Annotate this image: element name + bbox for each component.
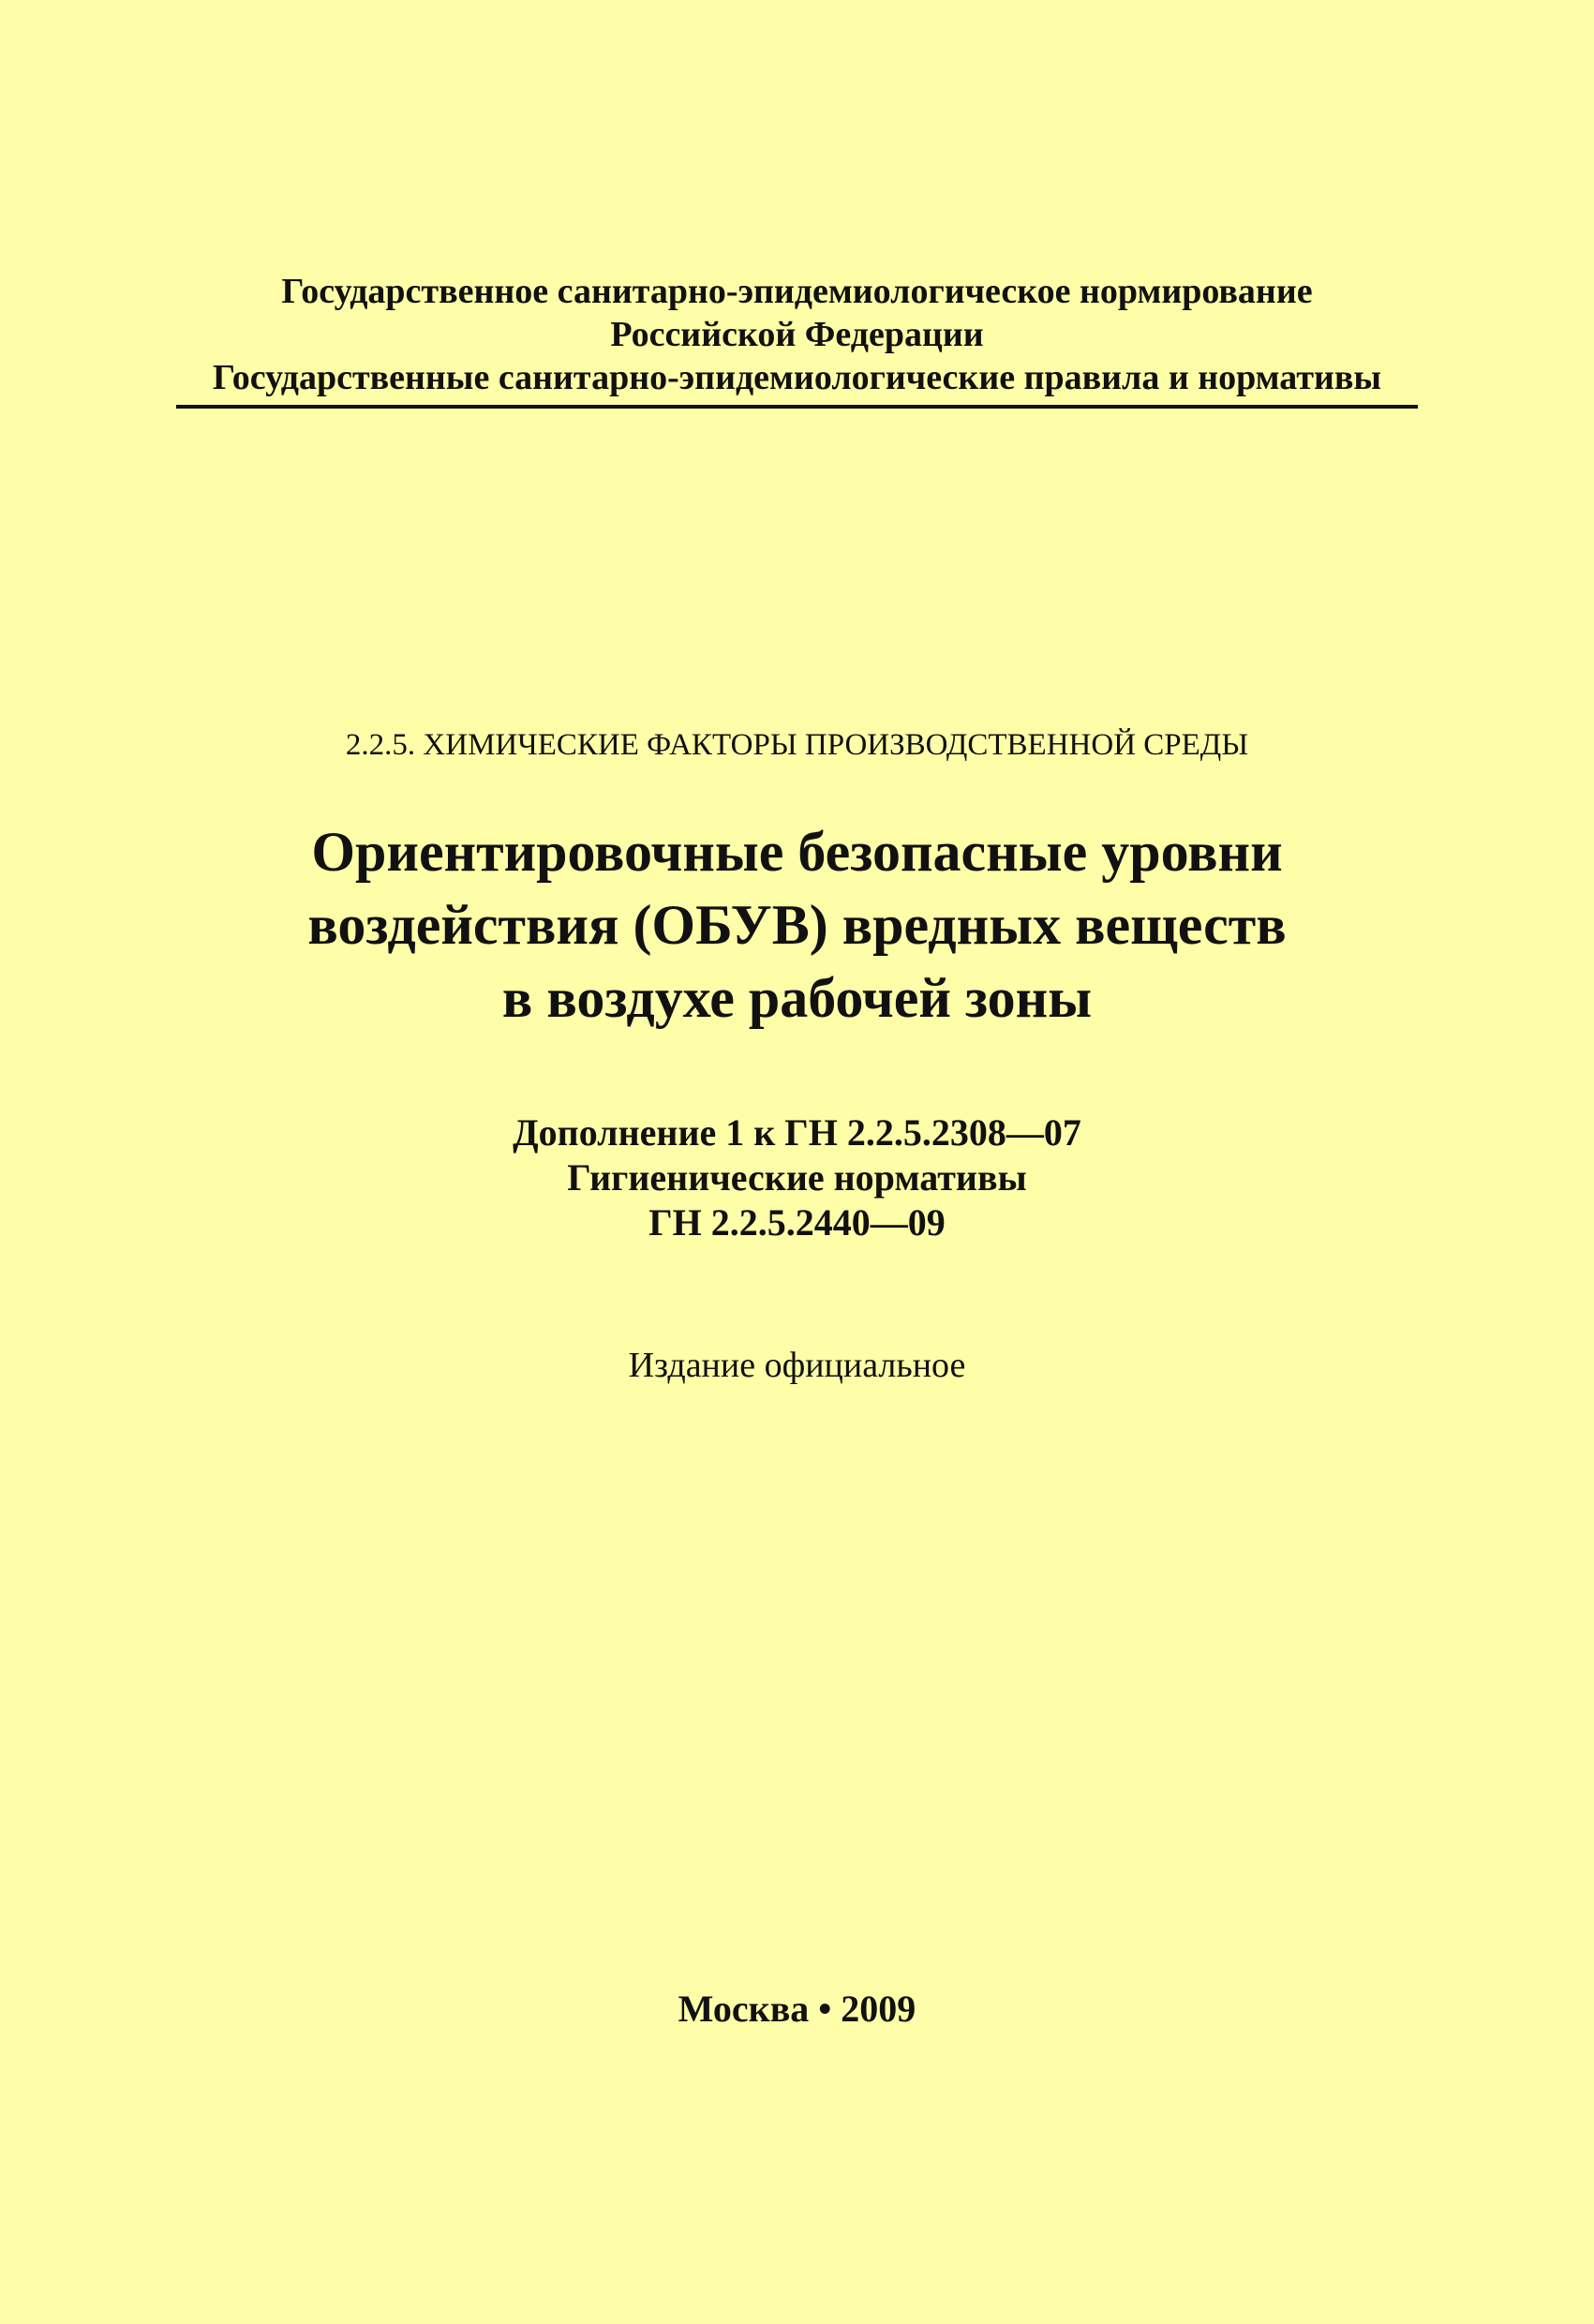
document-title bbox=[0, 815, 1594, 1035]
header-line-3: Государственные санитарно-эпидемиологические правила и нормативы bbox=[212, 358, 1382, 397]
title-line-3: в воздухе рабочей зоны bbox=[501, 967, 1093, 1029]
header-line-2: Российской Федерации bbox=[610, 315, 984, 354]
supplement-line-2: Гигиенические нормативы bbox=[567, 1156, 1027, 1199]
publication-place-year: Москва • 2009 bbox=[678, 1988, 916, 2030]
header-line-1: Государственное санитарно-эпидемиологическое нормирование bbox=[281, 272, 1313, 311]
supplement-line-3: ГН 2.2.5.2440—09 bbox=[648, 1201, 946, 1244]
title-line-2: воздействия (ОБУВ) вредных веществ bbox=[307, 894, 1287, 956]
header-block bbox=[0, 270, 1594, 409]
title-line-1: Ориентировочные безопасные уровни bbox=[311, 821, 1283, 883]
supplement-line-1: Дополнение 1 к ГН 2.2.5.2308—07 bbox=[513, 1111, 1081, 1154]
header-underline bbox=[176, 405, 1418, 409]
section-heading: 2.2.5. ХИМИЧЕСКИЕ ФАКТОРЫ ПРОИЗВОДСТВЕННОЙ СРЕДЫ bbox=[345, 728, 1249, 762]
edition-note: Издание официальное bbox=[628, 1346, 966, 1385]
supplement-block bbox=[0, 1110, 1594, 1245]
